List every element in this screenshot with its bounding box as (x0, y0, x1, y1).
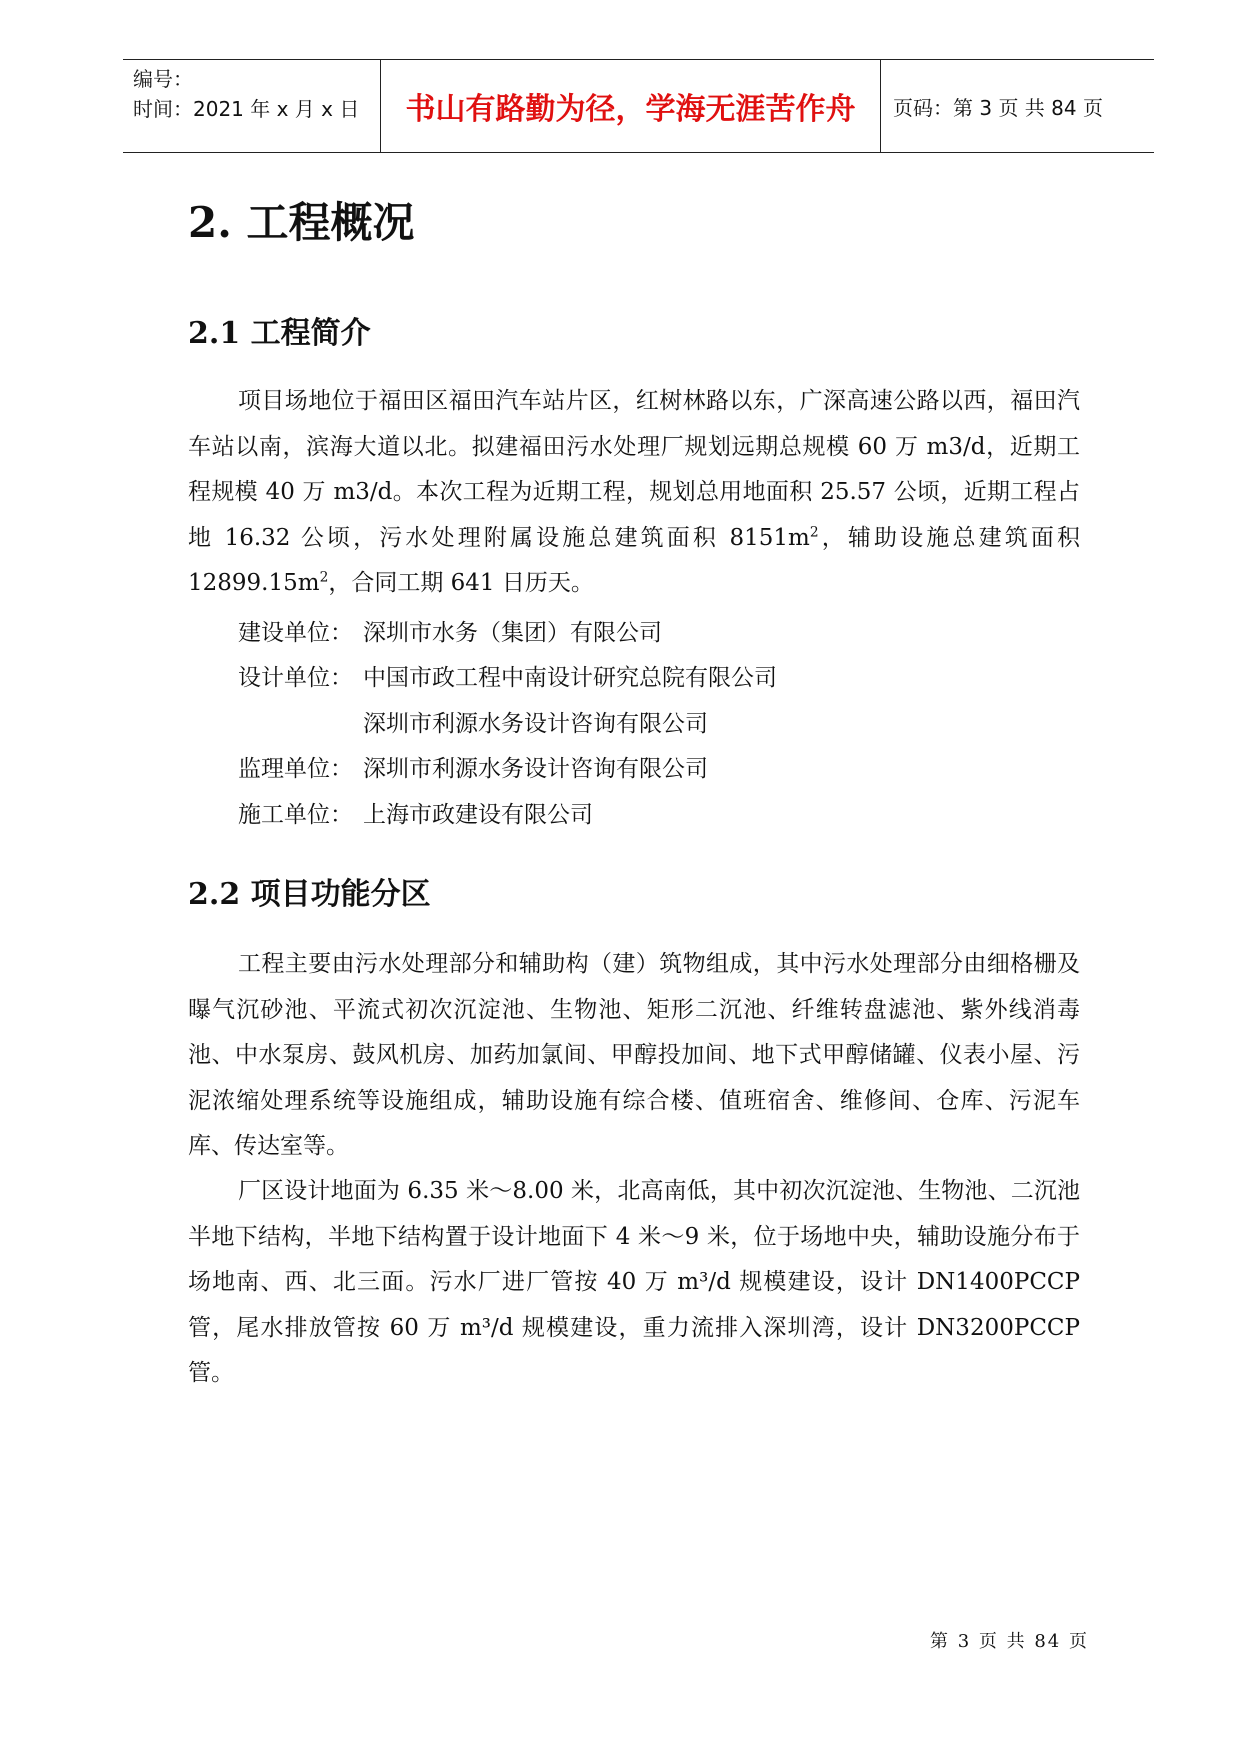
unit-row (238, 793, 593, 839)
document-time: 时间：2021 年 x 月 x 日 (133, 97, 360, 121)
superscript-2: 2 (319, 569, 329, 586)
unit-label: 建设单位： (238, 620, 353, 646)
overview-text-a: 项目场地位于福田区福田汽车站片区，红树林路以东，广深高速公路以西，福田汽车站以南，滨海大道以北。拟建福田污水处理厂规划远期总规模 60 万 m3/d，近期工程规模 40 万 m3/d。本次工程为近期工程，规划总用地面积 25.57 公顷，近期工程占地 16.32 公顷，污水处理附属设施总建筑面积 8151m (188, 388, 1080, 551)
unit-row (238, 611, 662, 657)
chapter-title: 2. 工程概况 (188, 198, 415, 247)
unit-label: 监理单位： (238, 756, 353, 782)
header-page-info: 页码：第 3 页 共 84 页 (893, 95, 1103, 120)
overview-text-b: ，辅助设施总建筑面积 12899.15m (188, 524, 1081, 596)
unit-value: 深圳市利源水务设计咨询有限公司 (363, 711, 708, 737)
header-motto: 书山有路勤为径，学海无涯苦作舟 (381, 60, 881, 152)
unit-value: 中国市政工程中南设计研究总院有限公司 (363, 665, 777, 691)
unit-row (238, 702, 708, 748)
unit-row (238, 747, 708, 793)
page-footer: 第 3 页 共 84 页 (930, 1631, 1089, 1652)
document-number-label: 编号： (133, 67, 193, 91)
unit-label: 施工单位： (238, 802, 353, 828)
zoning-paragraph-2: 厂区设计地面为 6.35 米～8.00 米，北高南低，其中初次沉淀池、生物池、二沉池半地下结构，半地下结构置于设计地面下 4 米～9 米，位于场地中央，辅助设施分布于场地南、西、北三面。污水厂进厂管按 40 万 m³/d 规模建设，设计 DN1400PCCP 管，尾水排放管按 60 万 m³/d 规模建设，重力流排入深圳湾，设计 DN3200PCCP 管。 (188, 1178, 1080, 1386)
unit-label (238, 702, 363, 748)
section-heading-zoning: 2.2 项目功能分区 (188, 877, 431, 912)
overview-text-c: ，合同工期 641 日历天。 (328, 570, 594, 596)
section-heading-overview: 2.1 工程简介 (188, 316, 371, 351)
overview-paragraph (188, 379, 1080, 607)
unit-value: 上海市政建设有限公司 (363, 802, 593, 828)
unit-value: 深圳市水务（集团）有限公司 (363, 620, 662, 646)
zoning-paragraph-1: 工程主要由污水处理部分和辅助构（建）筑物组成，其中污水处理部分由细格栅及曝气沉砂池、平流式初次沉淀池、生物池、矩形二沉池、纤维转盘滤池、紫外线消毒池、中水泵房、鼓风机房、加药加氯间、甲醇投加间、地下式甲醇储罐、仪表小屋、污泥浓缩处理系统等设施组成，辅助设施有综合楼、值班宿舍、维修间、仓库、污泥车库、传达室等。 (188, 951, 1080, 1159)
unit-label: 设计单位： (238, 665, 353, 691)
unit-row (238, 656, 777, 702)
page-header (123, 59, 1154, 153)
superscript-1: 2 (809, 523, 819, 540)
header-meta (123, 60, 381, 152)
unit-value: 深圳市利源水务设计咨询有限公司 (363, 756, 708, 782)
